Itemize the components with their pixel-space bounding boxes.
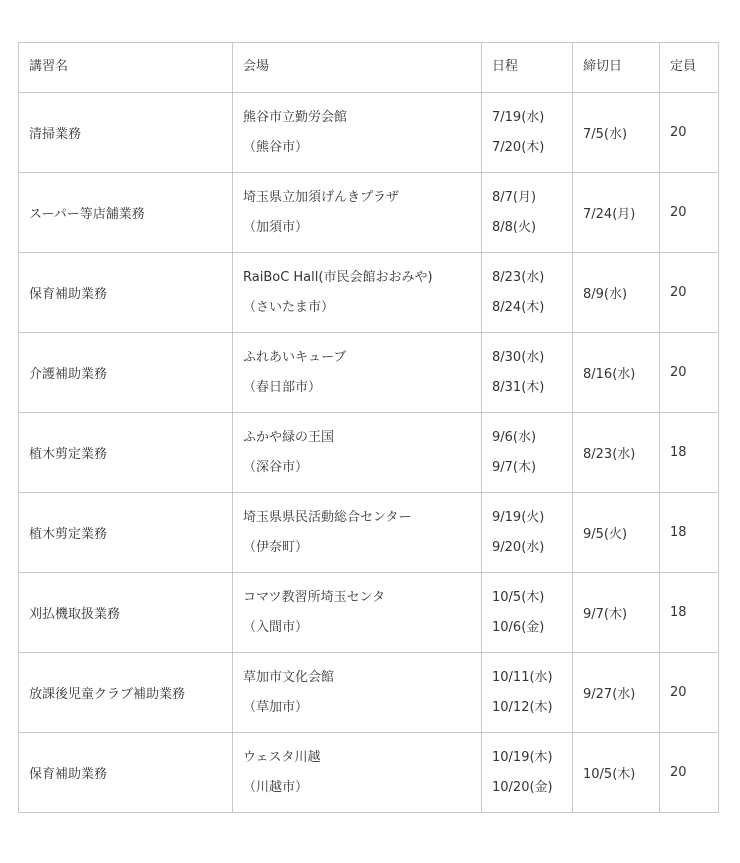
venue-name: コマツ教習所埼玉センタ bbox=[243, 589, 386, 605]
capacity-cell bbox=[660, 93, 719, 173]
header-capacity: 定員 bbox=[660, 43, 719, 93]
deadline-cell bbox=[573, 573, 660, 653]
date-day-2: 9/7(木) bbox=[492, 459, 537, 475]
date-day-1: 8/7(月) bbox=[492, 189, 537, 205]
dates-cell bbox=[482, 173, 573, 253]
table-row bbox=[19, 493, 719, 573]
deadline-cell bbox=[573, 733, 660, 813]
venue-cell bbox=[233, 253, 482, 333]
capacity: 18 bbox=[670, 605, 687, 620]
deadline: 8/16(水) bbox=[583, 367, 636, 382]
table-body bbox=[19, 93, 719, 813]
course-name: 介護補助業務 bbox=[29, 367, 108, 382]
capacity: 18 bbox=[670, 525, 687, 540]
capacity-cell bbox=[660, 333, 719, 413]
date-day-2: 8/31(木) bbox=[492, 379, 545, 395]
venue-name: 熊谷市立勤労会館 bbox=[243, 109, 348, 125]
venue-name: ふれあいキューブ bbox=[243, 349, 347, 365]
dates-cell bbox=[482, 253, 573, 333]
course-name: 放課後児童クラブ補助業務 bbox=[29, 687, 186, 702]
capacity: 20 bbox=[670, 365, 687, 380]
deadline: 9/27(水) bbox=[583, 687, 636, 702]
venue-name: ふかや緑の王国 bbox=[243, 429, 335, 445]
deadline-cell bbox=[573, 653, 660, 733]
deadline-cell bbox=[573, 253, 660, 333]
course-name-cell bbox=[19, 173, 233, 253]
dates-cell bbox=[482, 493, 573, 573]
venue-name: RaiBoC Hall(市民会館おおみや) bbox=[243, 269, 433, 285]
table-row bbox=[19, 93, 719, 173]
table-row bbox=[19, 253, 719, 333]
capacity: 20 bbox=[670, 125, 687, 140]
venue-cell bbox=[233, 733, 482, 813]
date-day-2: 10/6(金) bbox=[492, 619, 545, 635]
deadline: 9/5(火) bbox=[583, 527, 628, 542]
capacity-cell bbox=[660, 573, 719, 653]
header-row bbox=[19, 43, 719, 93]
date-day-1: 8/30(水) bbox=[492, 349, 545, 365]
venue-name: 埼玉県立加須げんきプラザ bbox=[243, 189, 400, 205]
venue-city: （さいたま市） bbox=[243, 299, 335, 315]
capacity: 20 bbox=[670, 765, 687, 780]
venue-city: （伊奈町） bbox=[243, 539, 309, 555]
course-name: 保育補助業務 bbox=[29, 767, 108, 782]
venue-name: 草加市文化会館 bbox=[243, 669, 335, 685]
venue-city: （川越市） bbox=[243, 779, 309, 795]
course-name-cell bbox=[19, 493, 233, 573]
date-day-1: 10/11(水) bbox=[492, 669, 553, 685]
table-row bbox=[19, 573, 719, 653]
venue-cell bbox=[233, 413, 482, 493]
header-deadline: 締切日 bbox=[573, 43, 660, 93]
date-day-2: 9/20(水) bbox=[492, 539, 545, 555]
table-row bbox=[19, 333, 719, 413]
capacity: 20 bbox=[670, 205, 687, 220]
deadline-cell bbox=[573, 413, 660, 493]
header-venue: 会場 bbox=[233, 43, 482, 93]
date-day-2: 10/20(金) bbox=[492, 779, 553, 795]
course-name: スーパー等店舗業務 bbox=[29, 207, 145, 222]
table-row bbox=[19, 653, 719, 733]
venue-city: （草加市） bbox=[243, 699, 309, 715]
course-name-cell bbox=[19, 573, 233, 653]
venue-cell bbox=[233, 333, 482, 413]
table-row bbox=[19, 733, 719, 813]
venue-name: 埼玉県県民活動総合センター bbox=[243, 509, 412, 525]
date-day-2: 7/20(木) bbox=[492, 139, 545, 155]
date-day-2: 10/12(木) bbox=[492, 699, 553, 715]
course-name-cell bbox=[19, 333, 233, 413]
capacity-cell bbox=[660, 173, 719, 253]
venue-cell bbox=[233, 493, 482, 573]
venue-cell bbox=[233, 93, 482, 173]
course-name-cell bbox=[19, 253, 233, 333]
course-name-cell bbox=[19, 93, 233, 173]
table-row bbox=[19, 173, 719, 253]
venue-name: ウェスタ川越 bbox=[243, 749, 321, 765]
date-day-1: 9/19(火) bbox=[492, 509, 545, 525]
capacity: 18 bbox=[670, 445, 687, 460]
capacity: 20 bbox=[670, 285, 687, 300]
date-day-1: 10/5(木) bbox=[492, 589, 545, 605]
header-dates: 日程 bbox=[482, 43, 573, 93]
deadline: 8/9(水) bbox=[583, 287, 628, 302]
date-day-1: 8/23(水) bbox=[492, 269, 545, 285]
header-course-name: 講習名 bbox=[19, 43, 233, 93]
date-day-1: 7/19(水) bbox=[492, 109, 545, 125]
venue-cell bbox=[233, 173, 482, 253]
deadline-cell bbox=[573, 493, 660, 573]
course-schedule-table bbox=[18, 42, 719, 813]
dates-cell bbox=[482, 333, 573, 413]
capacity-cell bbox=[660, 493, 719, 573]
venue-city: （熊谷市） bbox=[243, 139, 309, 155]
dates-cell bbox=[482, 653, 573, 733]
venue-cell bbox=[233, 653, 482, 733]
deadline: 7/24(月) bbox=[583, 207, 636, 222]
venue-city: （加須市） bbox=[243, 219, 309, 235]
deadline-cell bbox=[573, 173, 660, 253]
capacity-cell bbox=[660, 253, 719, 333]
course-name-cell bbox=[19, 653, 233, 733]
deadline: 9/7(木) bbox=[583, 607, 628, 622]
capacity: 20 bbox=[670, 685, 687, 700]
deadline: 10/5(木) bbox=[583, 767, 636, 782]
dates-cell bbox=[482, 93, 573, 173]
date-day-1: 9/6(水) bbox=[492, 429, 537, 445]
venue-city: （春日部市） bbox=[243, 379, 322, 395]
venue-city: （深谷市） bbox=[243, 459, 309, 475]
deadline: 8/23(水) bbox=[583, 447, 636, 462]
venue-cell bbox=[233, 573, 482, 653]
course-name: 保育補助業務 bbox=[29, 287, 108, 302]
table-header bbox=[19, 43, 719, 93]
capacity-cell bbox=[660, 733, 719, 813]
date-day-2: 8/24(木) bbox=[492, 299, 545, 315]
capacity-cell bbox=[660, 653, 719, 733]
course-name-cell bbox=[19, 733, 233, 813]
date-day-1: 10/19(木) bbox=[492, 749, 553, 765]
deadline-cell bbox=[573, 333, 660, 413]
deadline-cell bbox=[573, 93, 660, 173]
dates-cell bbox=[482, 573, 573, 653]
venue-city: （入間市） bbox=[243, 619, 309, 635]
dates-cell bbox=[482, 413, 573, 493]
course-name: 植木剪定業務 bbox=[29, 447, 108, 462]
dates-cell bbox=[482, 733, 573, 813]
course-name: 植木剪定業務 bbox=[29, 527, 108, 542]
capacity-cell bbox=[660, 413, 719, 493]
deadline: 7/5(水) bbox=[583, 127, 628, 142]
date-day-2: 8/8(火) bbox=[492, 219, 537, 235]
course-name: 刈払機取扱業務 bbox=[29, 607, 121, 622]
course-name: 清掃業務 bbox=[29, 127, 82, 142]
table-row bbox=[19, 413, 719, 493]
course-name-cell bbox=[19, 413, 233, 493]
